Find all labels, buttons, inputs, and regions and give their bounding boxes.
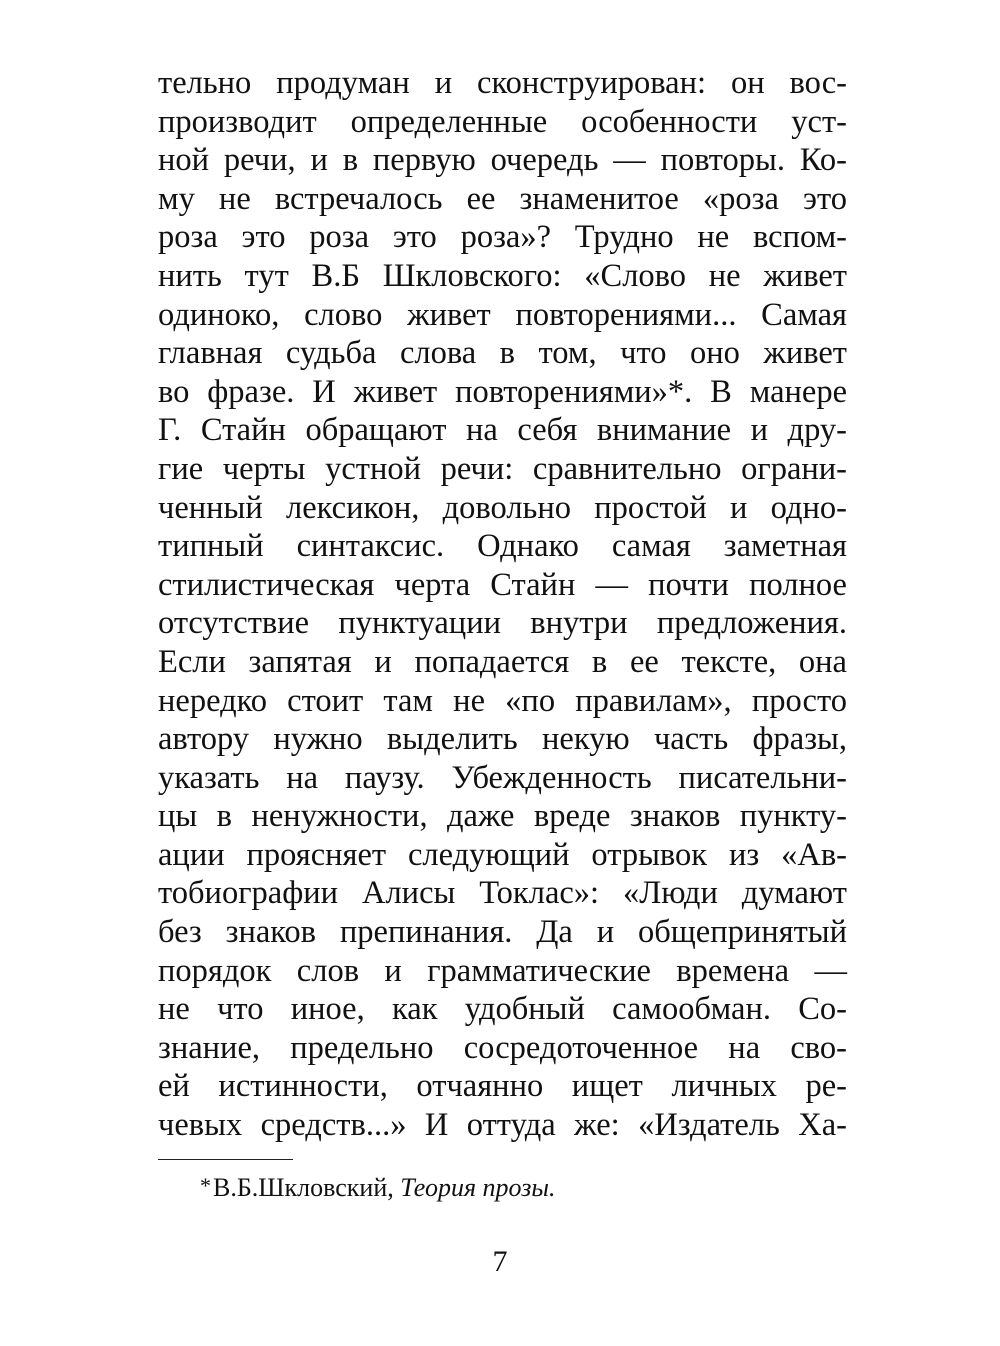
- text-line: указать на паузу. Убежденность писательни-: [158, 759, 847, 796]
- text-line: ченный лексикон, довольно простой и одно-: [158, 489, 847, 526]
- text-line: не что иное, как удобный самообман. Со-: [158, 991, 847, 1028]
- footnote-mark: *: [200, 1173, 211, 1198]
- page-number: 7: [492, 1245, 508, 1278]
- text-line: ной речи, и в первую очередь — повторы. Ко-: [158, 142, 847, 179]
- text-line: гие черты устной речи: сравнительно ограни-: [158, 450, 847, 487]
- text-line: знание, предельно сосредоточенное на сво-: [158, 1029, 847, 1066]
- text-line: автору нужно выделить некую часть фразы,: [158, 721, 847, 758]
- text-line: цы в ненужности, даже вреде знаков пункту-: [158, 798, 847, 835]
- text-line: отсутствие пунктуации внутри предложения.: [158, 605, 847, 642]
- text-line: нить тут В.Б Шкловского: «Слово не живет: [158, 257, 847, 294]
- text-line: порядок слов и грамматические времена —: [158, 952, 847, 989]
- text-line: му не встречалось ее знаменитое «роза это: [158, 180, 847, 217]
- text-line: ации проясняет следующий отрывок из «Ав-: [158, 836, 847, 873]
- text-line: типный синтаксис. Однако самая заметная: [158, 528, 847, 565]
- text-line: Если запятая и попадается в ее тексте, она: [158, 643, 847, 680]
- text-line: ей истинности, отчаянно ищет личных ре-: [158, 1068, 847, 1105]
- text-line: чевых средств...» И оттуда же: «Издатель Ха-: [158, 1107, 847, 1144]
- footnote-book-title: Теория прозы.: [400, 1173, 556, 1202]
- text-line: нередко стоит там не «по правилам», просто: [158, 682, 847, 719]
- text-line: производит определенные особенности уст-: [158, 103, 847, 140]
- text-line: стилистическая черта Стайн — почти полное: [158, 566, 847, 603]
- text-line: главная судьба слова в том, что оно живет: [158, 335, 847, 372]
- footnote: [200, 1170, 555, 1204]
- text-line: роза это роза это роза»? Трудно не вспом-: [158, 219, 847, 256]
- text-line: во фразе. И живет повторениями»*. В манере: [158, 373, 847, 410]
- text-line: одиноко, слово живет повторениями... Самая: [158, 296, 847, 333]
- text-line: без знаков препинания. Да и общепринятый: [158, 914, 847, 951]
- text-line: тобиографии Алисы Токлас»: «Люди думают: [158, 875, 847, 912]
- text-line: тельно продуман и сконструирован: он вос-: [158, 65, 847, 101]
- text-line: Г. Стайн обращают на себя внимание и дру-: [158, 412, 847, 449]
- footnote-divider: [158, 1159, 293, 1160]
- body-text: [158, 64, 847, 1145]
- footnote-author: В.Б.Шкловский,: [213, 1173, 401, 1202]
